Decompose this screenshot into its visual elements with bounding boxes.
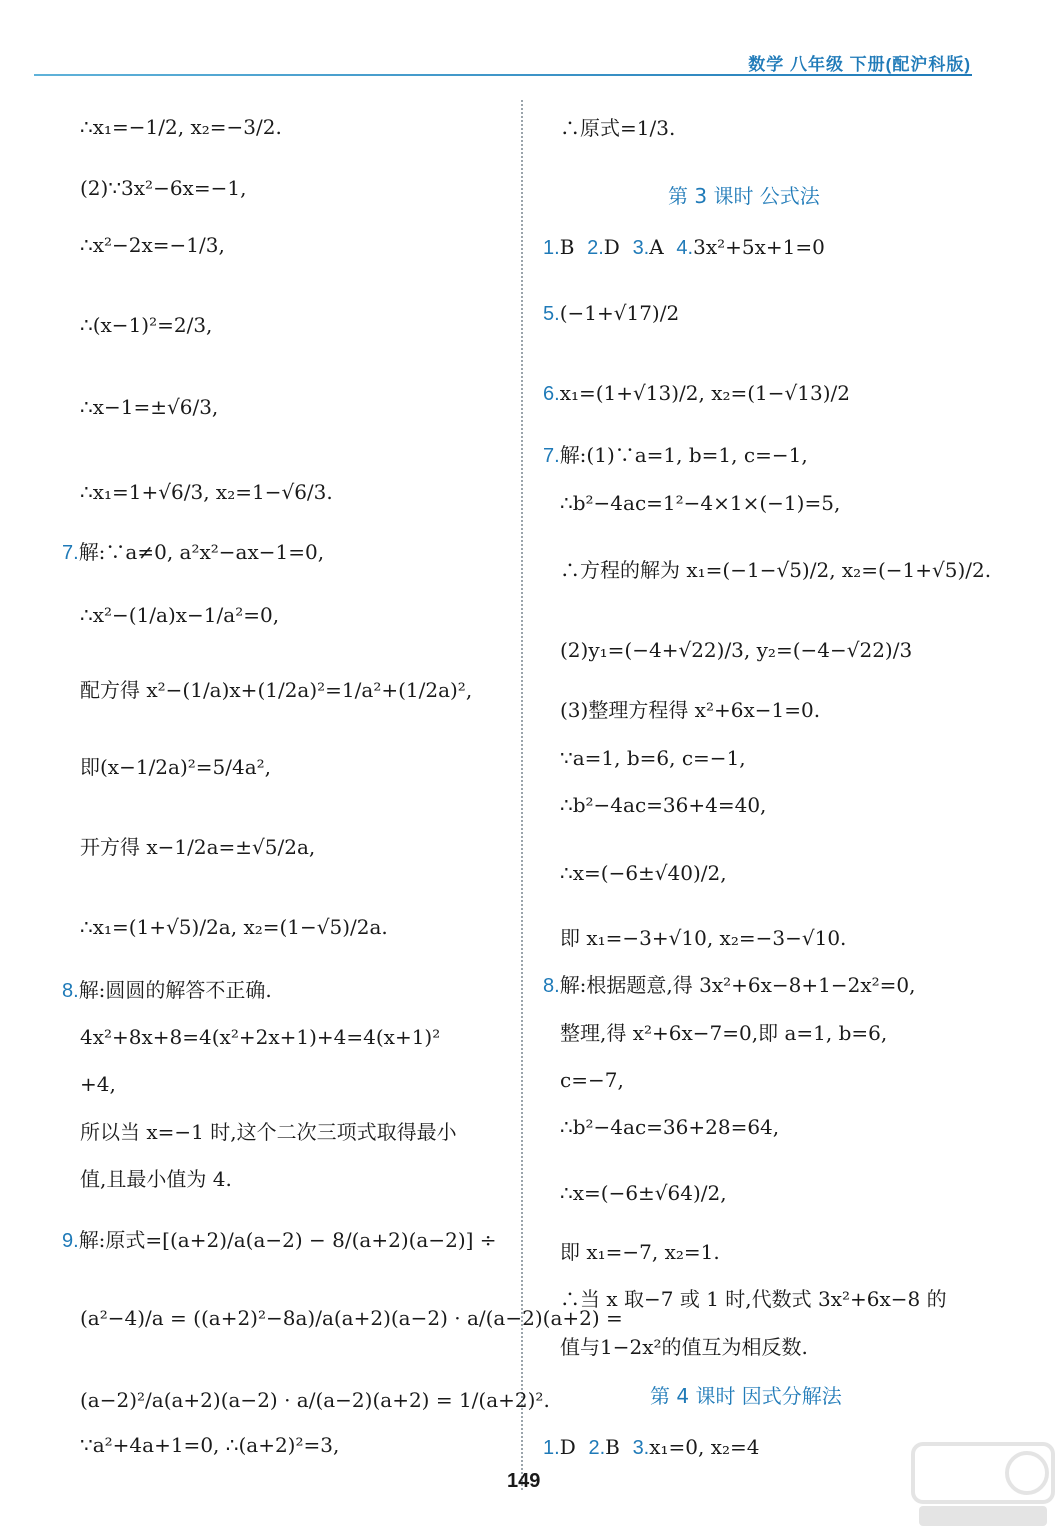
answer-text: 解:∵a≠0, a²x²−ax−1=0, bbox=[78, 540, 325, 564]
question-number: 7. bbox=[543, 445, 560, 467]
question-number: 9. bbox=[62, 1230, 79, 1252]
question-number: 3. bbox=[632, 1437, 650, 1459]
question-number: 4. bbox=[676, 237, 694, 259]
answer-text: 解:原式=[(a+2)/a(a−2) − 8/(a+2)(a−2)] ÷ bbox=[78, 1228, 497, 1252]
question-8 bbox=[62, 975, 272, 1006]
left-line-2: (2)∵3x²−6x=−1, bbox=[80, 176, 247, 200]
left-line-15: +4, bbox=[80, 1072, 116, 1096]
left-line-11: 开方得 x−1/2a=±√5/2a, bbox=[80, 835, 316, 859]
page-number: 149 bbox=[507, 1470, 541, 1492]
right-answer-6 bbox=[543, 378, 850, 409]
question-number: 3. bbox=[632, 237, 650, 259]
question-7 bbox=[62, 537, 324, 568]
question-number: 2. bbox=[587, 237, 604, 259]
question-number: 2. bbox=[588, 1437, 606, 1459]
answer-value: D bbox=[559, 1435, 576, 1459]
left-line-9: 配方得 x²−(1/a)x+(1/2a)²=1/a²+(1/2a)², bbox=[80, 678, 473, 702]
question-number: 7. bbox=[62, 542, 79, 564]
answer-value: D bbox=[603, 235, 620, 259]
left-line-8: ∴x²−(1/a)x−1/a²=0, bbox=[80, 603, 280, 627]
lesson-4-heading: 第 4 课时 因式分解法 bbox=[650, 1384, 842, 1408]
answer-text: 解:(1)∵a=1, b=1, c=−1, bbox=[559, 443, 808, 467]
left-line-6: ∴x₁=1+√6/3, x₂=1−√6/3. bbox=[80, 480, 333, 504]
left-line-16: 所以当 x=−1 时,这个二次三项式取得最小 bbox=[80, 1120, 457, 1144]
left-line-4: ∴(x−1)²=2/3, bbox=[80, 313, 213, 337]
answer-value: x₁=0, x₂=4 bbox=[649, 1435, 760, 1459]
question-number: 8. bbox=[62, 980, 79, 1002]
question-number: 8. bbox=[543, 975, 560, 997]
question-9 bbox=[62, 1225, 497, 1256]
header-title: 数学 八年级 下册(配沪科版) bbox=[748, 55, 971, 74]
right-line-6: ∴b²−4ac=1²−4×1×(−1)=5, bbox=[560, 491, 841, 515]
right-line-15: 整理,得 x²+6x−7=0,即 a=1, b=6, bbox=[560, 1021, 888, 1045]
right-mc-answers-2 bbox=[543, 1432, 760, 1463]
left-line-3: ∴x²−2x=−1/3, bbox=[80, 233, 225, 257]
watermark-logo-icon bbox=[909, 1440, 1057, 1530]
answer-text: x₁=(1+√13)/2, x₂=(1−√13)/2 bbox=[559, 381, 850, 405]
right-line-19: 即 x₁=−7, x₂=1. bbox=[560, 1240, 720, 1264]
right-line-17: ∴b²−4ac=36+28=64, bbox=[560, 1115, 780, 1139]
right-answer-5 bbox=[543, 298, 679, 329]
question-number: 1. bbox=[543, 237, 560, 259]
right-line-1: ∴原式=1/3. bbox=[560, 116, 676, 140]
question-number: 6. bbox=[543, 383, 560, 405]
left-line-12: ∴x₁=(1+√5)/2a, x₂=(1−√5)/2a. bbox=[80, 915, 388, 939]
left-line-19: (a²−4)/a = ((a+2)²−8a)/a(a+2)(a−2) · a/(a−2)(a+2) = bbox=[80, 1306, 623, 1330]
left-line-5: ∴x−1=±√6/3, bbox=[80, 395, 219, 419]
right-line-16: c=−7, bbox=[560, 1068, 624, 1092]
question-number: 5. bbox=[543, 303, 560, 325]
right-line-18: ∴x=(−6±√64)/2, bbox=[560, 1181, 727, 1205]
left-line-1: ∴x₁=−1/2, x₂=−3/2. bbox=[80, 115, 282, 139]
right-line-13: 即 x₁=−3+√10, x₂=−3−√10. bbox=[560, 926, 847, 950]
answer-value: A bbox=[649, 235, 664, 259]
left-line-14: 4x²+8x+8=4(x²+2x+1)+4=4(x+1)² bbox=[80, 1025, 441, 1049]
left-line-17: 值,且最小值为 4. bbox=[80, 1167, 232, 1191]
answer-text: 解:根据题意,得 3x²+6x−8+1−2x²=0, bbox=[559, 973, 916, 997]
header-rule bbox=[34, 74, 972, 76]
right-line-11: ∴b²−4ac=36+4=40, bbox=[560, 793, 767, 817]
right-line-7: ∴方程的解为 x₁=(−1−√5)/2, x₂=(−1+√5)/2. bbox=[560, 558, 992, 582]
right-line-8: (2)y₁=(−4+√22)/3, y₂=(−4−√22)/3 bbox=[560, 638, 913, 662]
right-line-12: ∴x=(−6±√40)/2, bbox=[560, 861, 727, 885]
answer-value: B bbox=[559, 235, 575, 259]
right-line-20: ∴当 x 取−7 或 1 时,代数式 3x²+6x−8 的 bbox=[560, 1287, 947, 1311]
answer-text: 解:圆圆的解答不正确. bbox=[78, 978, 272, 1002]
answer-text: (−1+√17)/2 bbox=[559, 301, 680, 325]
column-divider bbox=[521, 100, 523, 1490]
question-number: 1. bbox=[543, 1437, 560, 1459]
right-answer-7 bbox=[543, 440, 808, 471]
answer-value: 3x²+5x+1=0 bbox=[693, 235, 825, 259]
right-mc-answers-1 bbox=[543, 232, 825, 263]
left-line-10: 即(x−1/2a)²=5/4a², bbox=[80, 755, 272, 779]
answer-value: B bbox=[605, 1435, 620, 1459]
right-answer-8 bbox=[543, 970, 916, 1001]
right-line-10: ∵a=1, b=6, c=−1, bbox=[560, 746, 746, 770]
lesson-3-heading: 第 3 课时 公式法 bbox=[668, 184, 820, 208]
left-line-21: ∵a²+4a+1=0, ∴(a+2)²=3, bbox=[80, 1433, 340, 1457]
right-line-21: 值与1−2x²的值互为相反数. bbox=[560, 1335, 808, 1359]
left-line-20: (a−2)²/a(a+2)(a−2) · a/(a−2)(a+2) = 1/(a+2)². bbox=[80, 1388, 550, 1412]
right-line-9: (3)整理方程得 x²+6x−1=0. bbox=[560, 698, 821, 722]
page-header bbox=[0, 0, 1063, 80]
